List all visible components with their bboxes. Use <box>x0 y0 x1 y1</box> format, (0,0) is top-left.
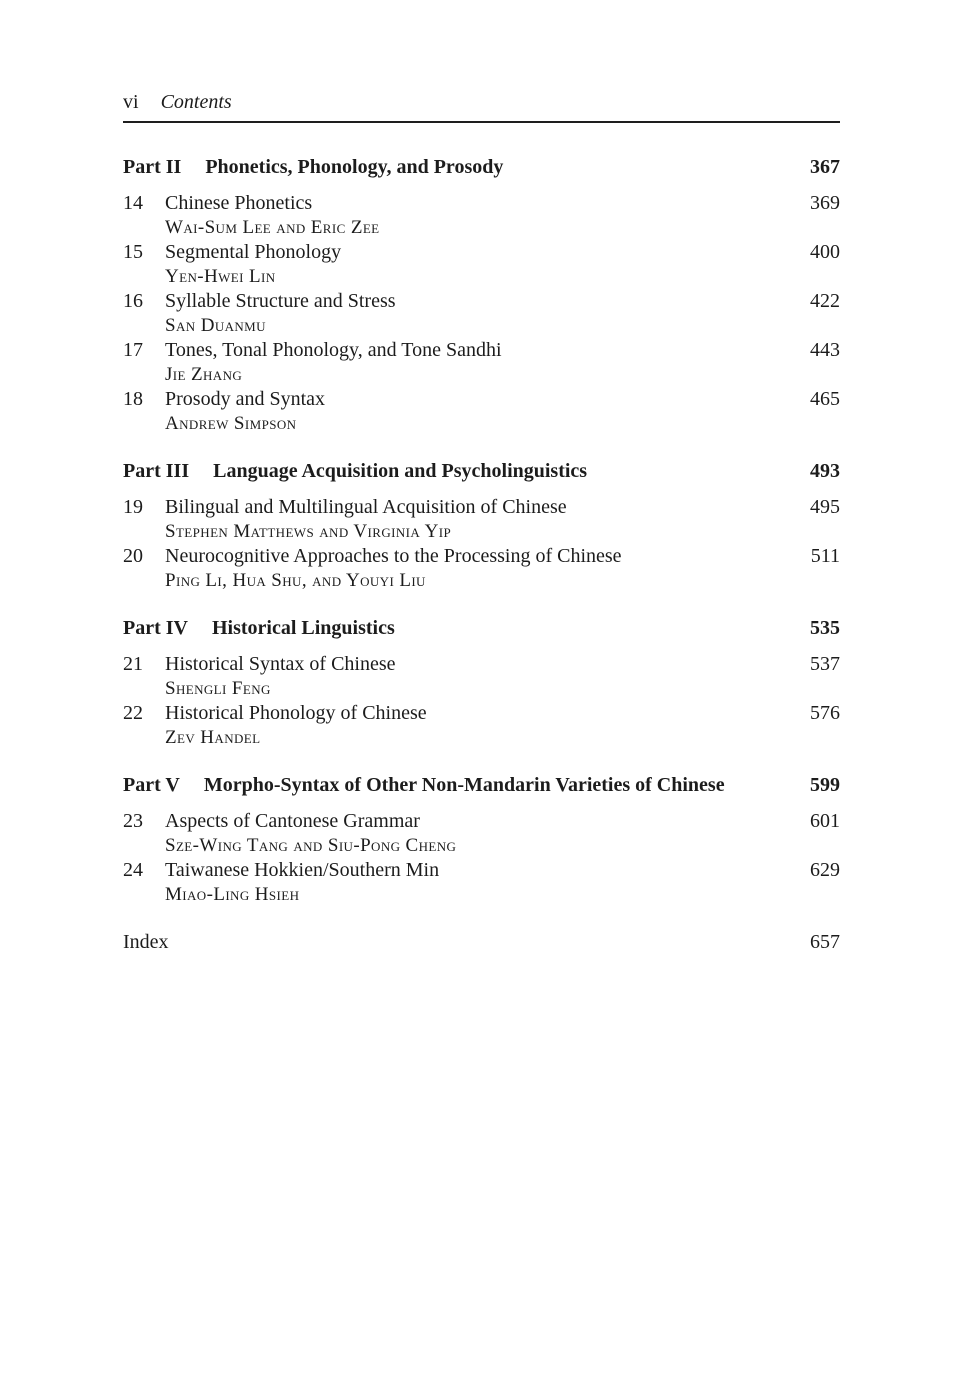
chapter-authors: Stephen Matthews and Virginia Yip <box>165 521 452 542</box>
chapter-title-row <box>123 544 840 568</box>
toc-chapter-entry <box>123 289 840 338</box>
chapter-number: 17 <box>123 339 143 361</box>
chapter-title-row <box>123 858 840 882</box>
chapter-title-row <box>123 387 840 411</box>
running-head-title: Contents <box>160 91 232 113</box>
part-label: Part II <box>123 156 182 178</box>
chapter-title: Neurocognitive Approaches to the Processing of Chinese <box>165 545 622 567</box>
chapter-page-number: 369 <box>810 192 840 214</box>
chapter-number: 24 <box>123 859 143 881</box>
running-head <box>123 90 840 114</box>
toc-part-heading <box>123 616 840 640</box>
part-page-number: 599 <box>810 774 840 796</box>
chapter-authors: Shengli Feng <box>165 678 271 699</box>
toc-chapter-entry <box>123 701 840 750</box>
chapter-number: 20 <box>123 545 143 567</box>
toc-part <box>123 459 840 593</box>
chapter-title: Historical Syntax of Chinese <box>165 653 396 675</box>
part-title: Morpho-Syntax of Other Non-Mandarin Varieties of Chinese <box>203 774 725 796</box>
chapter-authors: Zev Handel <box>165 727 261 748</box>
chapter-authors-row <box>165 215 840 240</box>
part-page-number: 493 <box>810 460 840 482</box>
part-title: Language Acquisition and Psycholinguistics <box>213 460 588 482</box>
toc-chapter-entry <box>123 338 840 387</box>
chapter-number: 16 <box>123 290 143 312</box>
chapter-number: 15 <box>123 241 143 263</box>
chapter-number: 19 <box>123 496 143 518</box>
chapter-authors-row <box>165 568 840 593</box>
toc-part-heading <box>123 155 840 179</box>
toc-part <box>123 616 840 750</box>
chapter-authors-row <box>165 411 840 436</box>
chapter-title: Tones, Tonal Phonology, and Tone Sandhi <box>165 339 502 361</box>
part-label: Part III <box>123 460 190 482</box>
part-page-number: 367 <box>810 156 840 178</box>
toc-backmatter-entry <box>123 930 840 954</box>
folio-page-number: vi <box>123 91 139 113</box>
part-chapter-list <box>123 809 840 907</box>
part-chapter-list <box>123 652 840 750</box>
chapter-page-number: 465 <box>810 388 840 410</box>
toc-part <box>123 155 840 436</box>
chapter-title-row <box>123 652 840 676</box>
backmatter-title: Index <box>123 931 169 953</box>
chapter-authors: Sze-Wing Tang and Siu-Pong Cheng <box>165 835 457 856</box>
toc-part <box>123 773 840 907</box>
chapter-page-number: 511 <box>810 545 840 567</box>
chapter-authors: Miao-Ling Hsieh <box>165 884 300 905</box>
chapter-title: Bilingual and Multilingual Acquisition of Chinese <box>165 496 567 518</box>
chapter-authors-row <box>165 725 840 750</box>
chapter-page-number: 422 <box>810 290 840 312</box>
chapter-title-row <box>123 495 840 519</box>
chapter-authors: Ping Li, Hua Shu, and Youyi Liu <box>165 570 426 591</box>
chapter-title-row <box>123 701 840 725</box>
chapter-number: 18 <box>123 388 143 410</box>
toc-chapter-entry <box>123 652 840 701</box>
toc-chapter-entry <box>123 495 840 544</box>
chapter-authors: Wai-Sum Lee and Eric Zee <box>165 217 380 238</box>
chapter-number: 21 <box>123 653 143 675</box>
chapter-authors-row <box>165 313 840 338</box>
chapter-title: Chinese Phonetics <box>165 192 313 214</box>
chapter-page-number: 601 <box>810 810 840 832</box>
toc-chapter-entry <box>123 387 840 436</box>
chapter-title: Prosody and Syntax <box>165 388 325 410</box>
chapter-authors-row <box>165 676 840 701</box>
chapter-title-row <box>123 338 840 362</box>
chapter-number: 23 <box>123 810 143 832</box>
toc-list <box>123 155 840 954</box>
chapter-title: Historical Phonology of Chinese <box>165 702 427 724</box>
toc-chapter-entry <box>123 240 840 289</box>
chapter-title: Aspects of Cantonese Grammar <box>165 810 420 832</box>
chapter-page-number: 629 <box>810 859 840 881</box>
header-rule <box>123 121 840 123</box>
chapter-title-row <box>123 191 840 215</box>
part-label: Part IV <box>123 617 188 639</box>
chapter-title: Taiwanese Hokkien/Southern Min <box>165 859 440 881</box>
part-chapter-list <box>123 191 840 436</box>
chapter-page-number: 443 <box>810 339 840 361</box>
toc-chapter-entry <box>123 191 840 240</box>
chapter-title: Segmental Phonology <box>165 241 342 263</box>
toc-chapter-entry <box>123 858 840 907</box>
chapter-title-row <box>123 809 840 833</box>
chapter-page-number: 576 <box>810 702 840 724</box>
part-chapter-list <box>123 495 840 593</box>
chapter-authors-row <box>165 882 840 907</box>
chapter-page-number: 537 <box>810 653 840 675</box>
chapter-authors-row <box>165 833 840 858</box>
chapter-page-number: 400 <box>810 241 840 263</box>
chapter-authors: Jie Zhang <box>165 364 243 385</box>
chapter-authors-row <box>165 362 840 387</box>
toc-part-heading <box>123 459 840 483</box>
chapter-page-number: 495 <box>810 496 840 518</box>
part-title: Historical Linguistics <box>211 617 395 639</box>
chapter-number: 14 <box>123 192 143 214</box>
chapter-title-row <box>123 289 840 313</box>
chapter-number: 22 <box>123 702 143 724</box>
part-page-number: 535 <box>810 617 840 639</box>
backmatter-page-number: 657 <box>810 931 840 953</box>
chapter-authors-row <box>165 264 840 289</box>
chapter-authors: San Duanmu <box>165 315 266 336</box>
part-label: Part V <box>123 774 180 796</box>
chapter-authors: Yen-Hwei Lin <box>165 266 276 287</box>
chapter-title: Syllable Structure and Stress <box>165 290 396 312</box>
toc-chapter-entry <box>123 544 840 593</box>
chapter-title-row <box>123 240 840 264</box>
toc-part-heading <box>123 773 840 797</box>
chapter-authors: Andrew Simpson <box>165 413 297 434</box>
toc-chapter-entry <box>123 809 840 858</box>
chapter-authors-row <box>165 519 840 544</box>
part-title: Phonetics, Phonology, and Prosody <box>205 156 504 178</box>
